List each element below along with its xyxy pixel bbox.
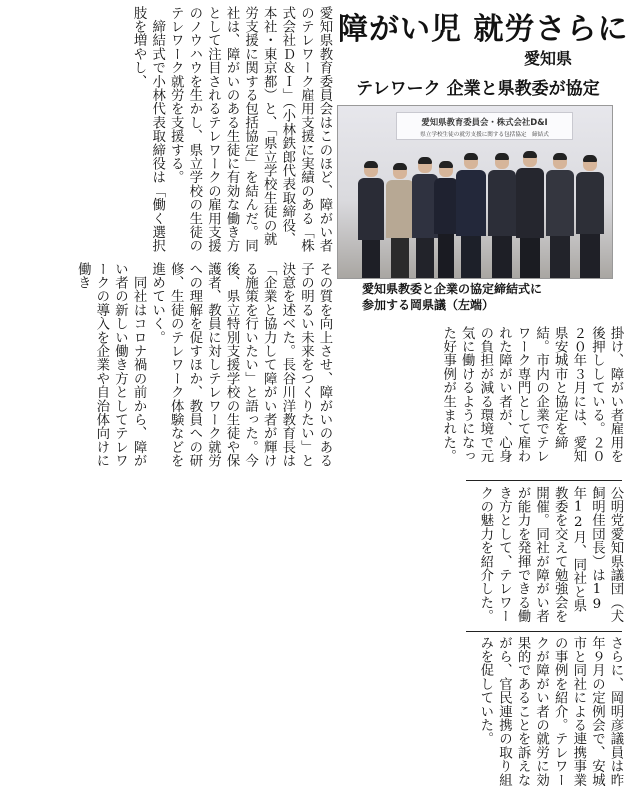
column-divider-2 bbox=[466, 631, 622, 632]
photo-caption bbox=[362, 281, 622, 313]
location-label: 愛知県 bbox=[524, 49, 573, 68]
article-upper-right: 愛知県教育委員会はこのほど、障がい者のテレワーク雇用支援に実績のある「株式会社Ｄ＆Ｉ」（小林鉄郎代表取締役、本社・東京都）と、「県立学校生徒の就労支援に関する包括協定」を結んだ。同社は、障がいのある生徒に有効な働き方として注目されるテレワークの雇用支援のノウハウを生かし、県立学校の生徒のテレワーク就労を支援する。 締結式で小林代表取締役は「働く選択肢を増やし、 bbox=[131, 6, 332, 253]
column-divider-1 bbox=[466, 480, 622, 481]
article-lower-left: さらに、岡明彦議員は昨年９月の定例会で、安城市と同社による連携事業の事例を紹介。テレワークが障がい者の就労に効果的であることを訴えながら、官民連携の取り組みを促していた。 bbox=[477, 636, 623, 787]
subheadline: テレワーク 企業と県教委が協定 bbox=[356, 79, 600, 99]
article-upper-left: その質を向上させ、障がいのある子の明るい未来をつくりたい」と決意を述べた。長谷川洋教育長は「企業と協力して障がい者が輝ける施策を行いたい」と語った。今後、県立特別支援学校の生徒や保護者、教員に対しテレワーク就労への理解を促すほか、教員への研修、生徒のテレワーク体験などを進めていく。 同社はコロナ禍の前から、障がい者の新しい働き方としてテレワークの導入を企業や自治体向けに働き bbox=[75, 262, 332, 468]
photo-caption-line2: 参加する岡県議（左端） bbox=[362, 298, 495, 312]
photo-caption-line1: 愛知県教委と企業の協定締結式に bbox=[362, 282, 543, 296]
article-lower-middle: 公明党愛知県議団（犬飼明佳団長）は19年12月、同社と県教委を交えて勉強会を開催。同社が障がい者が能力を発揮できる働き方として、テレワークの魅力を紹介した。 bbox=[477, 486, 623, 623]
photo-banner-line2: 県立学校生徒の就労支援に関する包括協定 締結式 bbox=[420, 132, 549, 138]
headline: 障がい児 就労さらに bbox=[338, 12, 629, 47]
photo-banner-line1: 愛知県教育委員会・株式会社D&I bbox=[421, 117, 548, 127]
signing-ceremony-photo bbox=[337, 105, 613, 279]
article-lower-right: 掛け、障がい者雇用を後押ししている。２０２０年３月には、愛知県安城市と協定を締結。市内の企業でテレワーク専門として雇われた障がい者が、心身の負担が減る環境で元気に働けるようになった好事例が生まれた。 bbox=[440, 326, 623, 463]
photo-banner bbox=[396, 112, 573, 140]
